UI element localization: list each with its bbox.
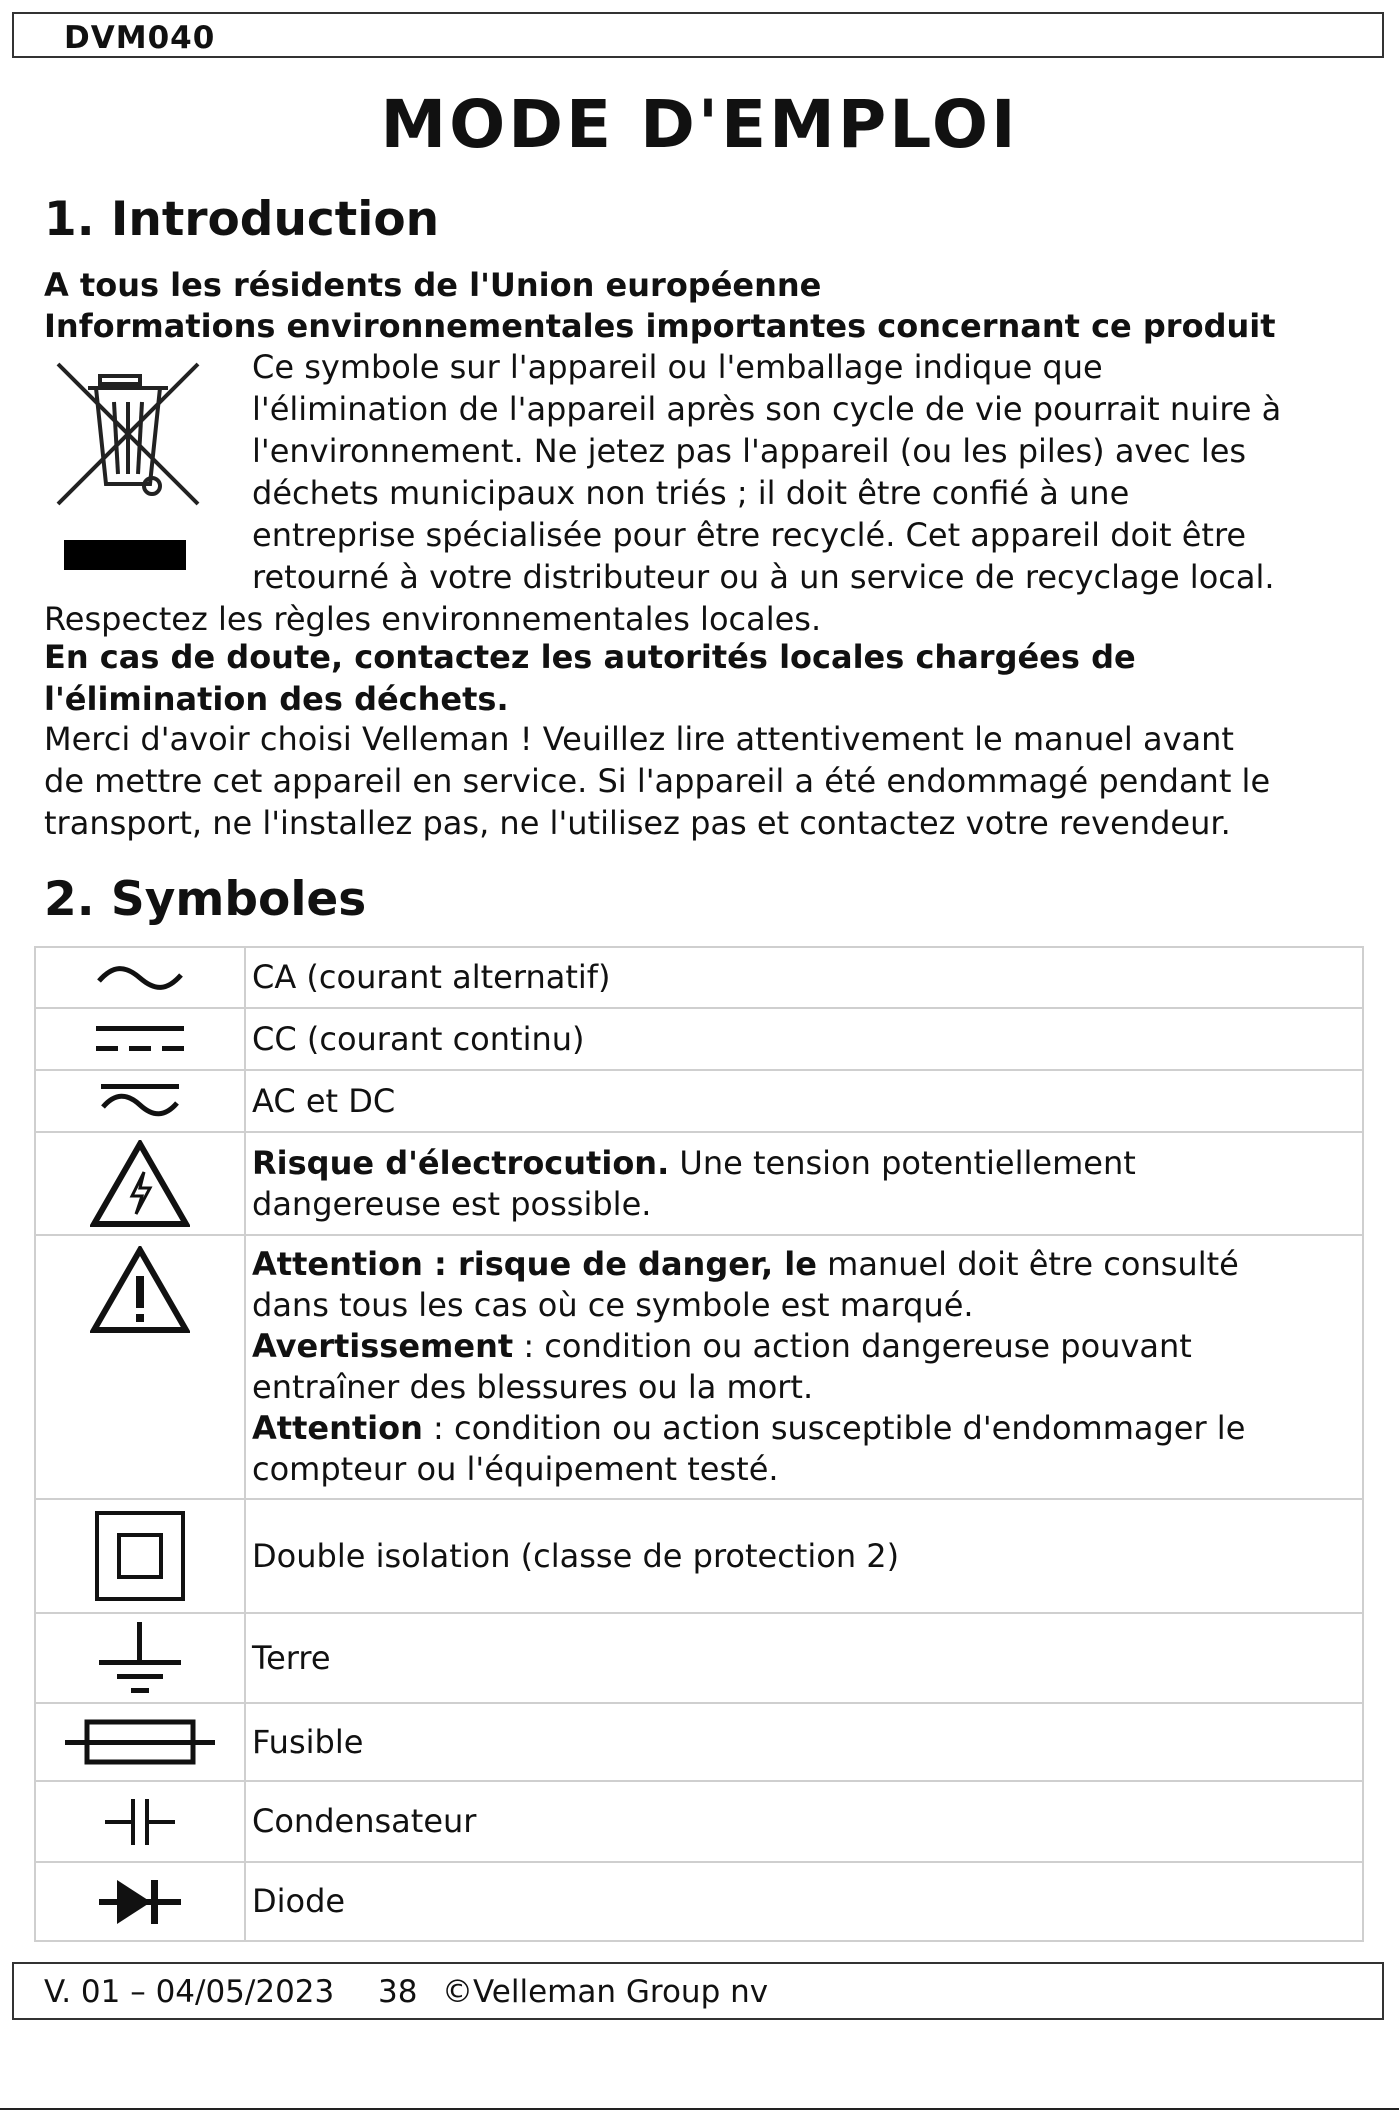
- symbol-description: [245, 1235, 1363, 1499]
- weee-line: déchets municipaux non triés ; il doit être confié à une: [252, 474, 1130, 512]
- icon-cell: [35, 1132, 245, 1235]
- footer-page-number: 38: [378, 1974, 418, 2010]
- table-row: [35, 1703, 1363, 1781]
- icon-cell: [35, 1235, 245, 1499]
- symbol-description: AC et DC: [245, 1070, 1363, 1132]
- fuse-icon: [65, 1718, 215, 1766]
- caution-text-a2: dans tous les cas où ce symbole est marqué.: [252, 1286, 974, 1324]
- weee-line: Ce symbole sur l'appareil ou l'emballage indique que: [252, 348, 1103, 386]
- intro-sub1: A tous les résidents de l'Union européenne: [44, 266, 822, 304]
- table-row: [35, 1070, 1363, 1132]
- model-number: DVM040: [64, 20, 216, 56]
- thanks-line: Merci d'avoir choisi Velleman ! Veuillez lire attentivement le manuel avant: [44, 720, 1234, 758]
- footer-copyright: ©Velleman Group nv: [442, 1974, 769, 2010]
- symbol-description: Terre: [245, 1613, 1363, 1703]
- symbol-description: Double isolation (classe de protection 2): [245, 1499, 1363, 1613]
- respect-line: Respectez les règles environnementales locales.: [44, 600, 822, 638]
- symbols-table: [34, 946, 1364, 1942]
- caution-text-c: : condition ou action susceptible d'endommager le: [422, 1409, 1246, 1447]
- table-row: [35, 1235, 1363, 1499]
- icon-cell: [35, 1070, 245, 1132]
- caution-text-c2: compteur ou l'équipement testé.: [252, 1450, 779, 1488]
- footer-version: V. 01 – 04/05/2023: [44, 1974, 335, 2010]
- table-row: [35, 1008, 1363, 1070]
- ground-icon: [97, 1620, 183, 1696]
- symbol-description: Condensateur: [245, 1781, 1363, 1862]
- page-title: MODE D'EMPLOI: [380, 86, 1019, 163]
- symbol-description: Fusible: [245, 1703, 1363, 1781]
- header-box: [12, 12, 1384, 58]
- electrocution-text: Une tension potentiellement: [669, 1143, 1136, 1182]
- dc-icon: [94, 1022, 186, 1056]
- weee-line: retourné à votre distributeur ou à un service de recyclage local.: [252, 558, 1275, 596]
- caution-text-a: manuel doit être consulté: [816, 1245, 1239, 1283]
- caution-bold-a: Attention : risque de danger, le: [252, 1245, 817, 1283]
- weee-line: entreprise spécialisée pour être recyclé. Cet appareil doit être: [252, 516, 1247, 554]
- weee-line: l'environnement. Ne jetez pas l'appareil (ou les piles) avec les: [252, 432, 1247, 470]
- capacitor-icon: [105, 1797, 175, 1847]
- symbol-description: CC (courant continu): [245, 1008, 1363, 1070]
- weee-bar: [64, 540, 186, 570]
- caution-bold-b: Avertissement: [252, 1327, 514, 1365]
- table-row: [35, 947, 1363, 1008]
- symbols-heading: 2. Symboles: [44, 872, 367, 927]
- ac-icon: [95, 963, 185, 993]
- thanks-line: transport, ne l'installez pas, ne l'utilisez pas et contactez votre revendeur.: [44, 804, 1231, 842]
- doubt-line: En cas de doute, contactez les autorités locales chargées de: [44, 638, 1136, 676]
- icon-cell: [35, 1703, 245, 1781]
- caution-text-b2: entraîner des blessures ou la mort.: [252, 1368, 814, 1406]
- caution-warning-icon: [90, 1246, 190, 1334]
- electrocution-warning-icon: [90, 1140, 190, 1228]
- weee-paragraph: [252, 346, 1372, 598]
- doubt-paragraph: [44, 636, 1364, 720]
- intro-sub2: Informations environnementales importantes concernant ce produit: [44, 307, 1276, 345]
- diode-icon: [99, 1877, 181, 1927]
- table-row: [35, 1862, 1363, 1941]
- thanks-paragraph: [44, 718, 1364, 844]
- symbol-description: CA (courant alternatif): [245, 947, 1363, 1008]
- caution-bold-c: Attention: [252, 1409, 423, 1447]
- table-row: [35, 1499, 1363, 1613]
- bottom-rule: [0, 2108, 1399, 2110]
- double-insulation-icon: [94, 1510, 186, 1602]
- weee-line: l'élimination de l'appareil après son cycle de vie pourrait nuire à: [252, 390, 1282, 428]
- symbol-description: [245, 1132, 1363, 1235]
- intro-heading: 1. Introduction: [44, 192, 440, 247]
- icon-cell: [35, 947, 245, 1008]
- electrocution-bold: Risque d'électrocution.: [252, 1143, 670, 1182]
- acdc-icon: [97, 1081, 183, 1121]
- icon-cell: [35, 1862, 245, 1941]
- icon-cell: [35, 1781, 245, 1862]
- icon-cell: [35, 1499, 245, 1613]
- caution-text-b: : condition ou action dangereuse pouvant: [513, 1327, 1192, 1365]
- weee-crossed-bin-icon: [48, 354, 208, 514]
- electrocution-text-2: dangereuse est possible.: [252, 1184, 652, 1223]
- doubt-line: l'élimination des déchets.: [44, 680, 509, 718]
- symbol-description: Diode: [245, 1862, 1363, 1941]
- icon-cell: [35, 1008, 245, 1070]
- table-row: [35, 1132, 1363, 1235]
- icon-cell: [35, 1613, 245, 1703]
- footer-box: [12, 1962, 1384, 2020]
- thanks-line: de mettre cet appareil en service. Si l'appareil a été endommagé pendant le: [44, 762, 1271, 800]
- table-row: [35, 1781, 1363, 1862]
- table-row: [35, 1613, 1363, 1703]
